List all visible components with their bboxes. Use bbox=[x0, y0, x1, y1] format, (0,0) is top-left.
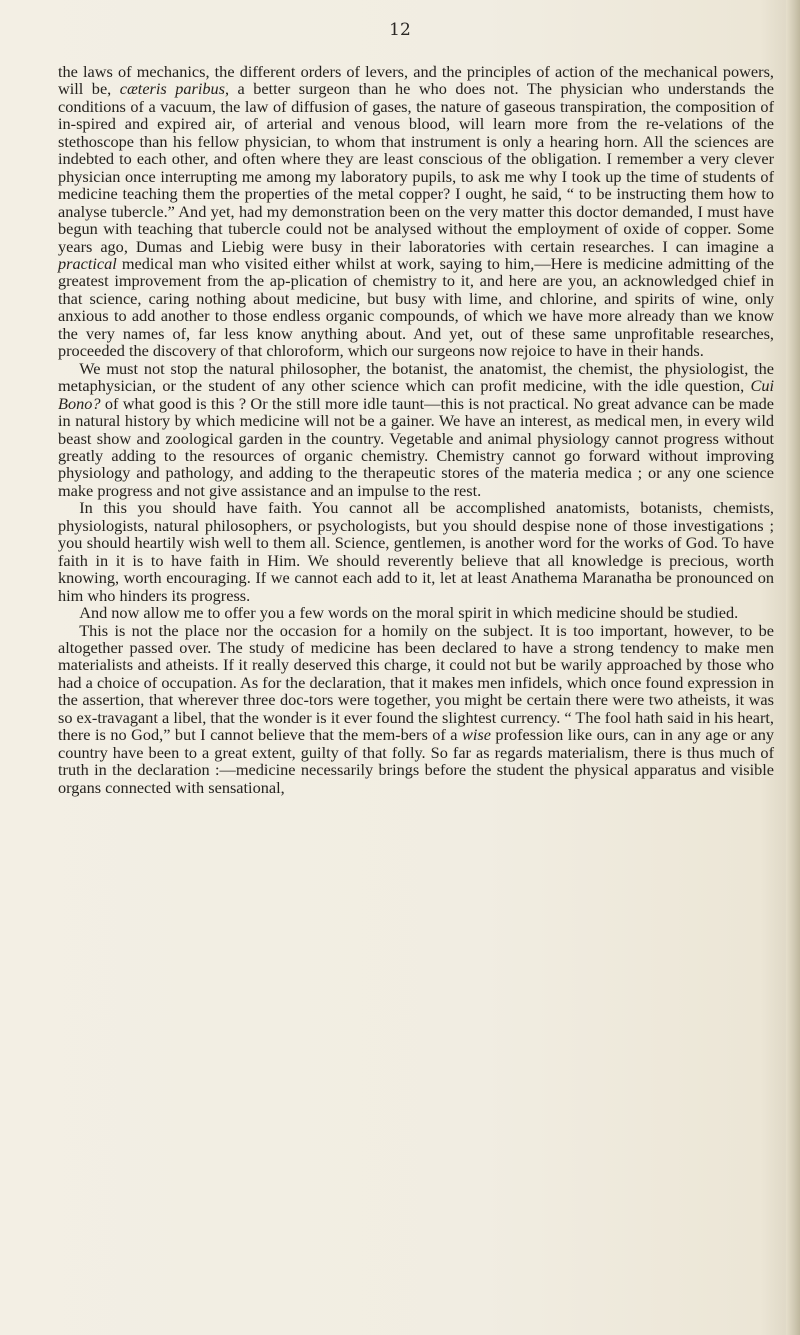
text-run: And now allow me to offer you a few words on the moral spirit in which medicine should be studied. bbox=[79, 603, 739, 623]
italic-text: cæteris paribus bbox=[119, 79, 225, 99]
paragraph bbox=[58, 63, 774, 360]
text-run: , a better surgeon than he who does not. The physician who understands the conditions of a vacuum, the law of diffusion of gases, the nature of gaseous transpiration, the composition of in-spired and expired air, of arterial and venous blood, will learn more from the re-velations of the stethoscope than his fellow physician, to whom that instrument is only a hearing horn. All the sciences are indebted to each other, and often where they are least conscious of the obligation. I remember a very clever physician once interrupting me among my laboratory pupils, to ask me why I took up the time of students of medicine teaching them the properties of the metal copper? I ought, he said, “ to be instructing them how to analyse tubercle.” And yet, had my demonstration been on the very matter this doctor demanded, I must have begun with teaching that tubercle could not be analysed without the employment of oxide of copper. Some years ago, Dumas and Liebig were busy in their laboratories with certain researches. I can imagine a bbox=[58, 79, 774, 256]
paragraph bbox=[58, 622, 774, 797]
paragraph bbox=[58, 360, 774, 500]
paragraph bbox=[58, 499, 774, 604]
body-text bbox=[58, 63, 774, 796]
text-run: We must not stop the natural philosopher, the botanist, the anatomist, the chemist, the physiologist, the metaphysician, or the student of any other science which can profit medicine, with the idle question, bbox=[58, 358, 774, 396]
page-number: 12 bbox=[389, 20, 411, 40]
italic-text: wise bbox=[462, 725, 491, 745]
italic-text: Cui Bono? bbox=[58, 376, 774, 413]
text-run: In this you should have faith. You cannot all be accomplished anatomists, botanists, chemists, physiologists, natural philosophers, or psychologists, but you should despise none of those investigations ; you should heartily wish well to them all. Science, gentlemen, is another word for the works of God. To have faith in it is to have faith in Him. We should reverently believe that all knowledge is precious, worth knowing, worth encouraging. If we cannot each add to it, let at least Anathema Maranatha be pronounced on him who hinders its progress. bbox=[58, 498, 774, 605]
text-run: profession like ours, can in any age or any country have been to a great extent, guilty of that folly. So far as regards materialism, there is thus much of truth in the declaration :—medicine necessarily brings before the student the physical apparatus and visible organs connected with sensational, bbox=[58, 725, 774, 797]
italic-text: practical bbox=[58, 253, 117, 273]
paragraph bbox=[58, 604, 774, 621]
text-run: the laws of mechanics, the different orders of levers, and the principles of action of the mechanical powers, will be, bbox=[58, 62, 774, 99]
page-edge-shadow bbox=[786, 0, 800, 1335]
text-run: medical man who visited either whilst at work, saying to him,—Here is medicine admitting of the greatest improvement from the ap-plication of chemistry to it, and here are you, an acknowledged chief in that science, caring nothing about medicine, but busy with lime, and chlorine, and spirits of wine, only anxious to add another to those endless organic compounds, of which we have more already than we know the very names of, far less know anything about. And yet, out of these same unprofitable researches, proceeded the discovery of that chloroform, which our surgeons now rejoice to have in their hands. bbox=[58, 253, 774, 361]
text-run: of what good is this ? Or the still more idle taunt—this is not practical. No great advance can be made in natural history by which medicine will not be a gainer. We have an interest, as medical men, in every wild beast show and zoological garden in the country. Vegetable and animal physiology cannot progress without greatly adding to the resources of organic chemistry. Chemistry cannot go forward without improving physiology and pathology, and adding to the therapeutic stores of the materia medica ; or any one science make progress and not give assistance and an impulse to the rest. bbox=[58, 393, 774, 500]
text-run: This is not the place nor the occasion for a homily on the subject. It is too important, however, to be altogether passed over. The study of medicine has been declared to have a strong tendency to make men materialists and atheists. If it really deserved this charge, it could not but be warily approached by those who had a choice of occupation. As for the declaration, that it makes men infidels, which once found expression in the assertion, that wherever three doc-tors were together, you might be certain there were two atheists, it was so ex-travagant a libel, that the wonder is it ever found the slightest currency. “ The fool hath said in his heart, there is no God,” but I cannot believe that the mem-bers of a bbox=[58, 620, 774, 745]
